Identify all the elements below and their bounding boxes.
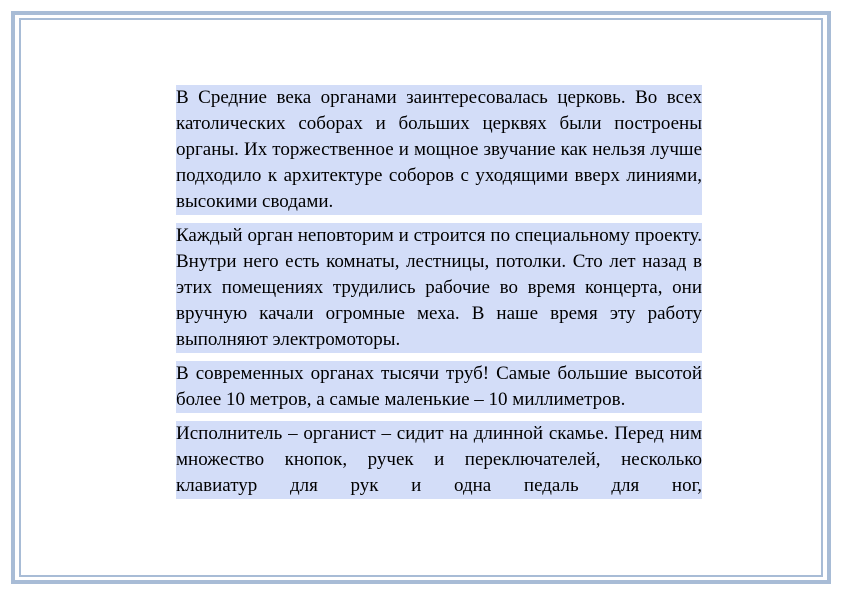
text-block [176, 85, 702, 499]
paragraph-3: В современных органах тысячи труб! Самые большие высотой более 10 метров, а самые маленькие – 10 миллиметров. [176, 361, 702, 413]
paragraph-4: Исполнитель – органист – сидит на длинной скамье. Перед ним множество кнопок, ручек и переключателей, несколько клавиатур для рук и одна педаль для ног, [176, 421, 702, 499]
paragraph-1: В Средние века органами заинтересовалась церковь. Во всех католических соборах и больших церквях были построены органы. Их торжественное и мощное звучание как нельзя лучше подходило к архитектуре соборов с уходящими вверх линиями, высокими сводами. [176, 85, 702, 215]
paragraph-2: Каждый орган неповторим и строится по специальному проекту. Внутри него есть комнаты, лестницы, потолки. Сто лет назад в этих помещениях трудились рабочие во время концерта, они вручную качали огромные меха. В наше время эту работу выполняют электромоторы. [176, 223, 702, 353]
